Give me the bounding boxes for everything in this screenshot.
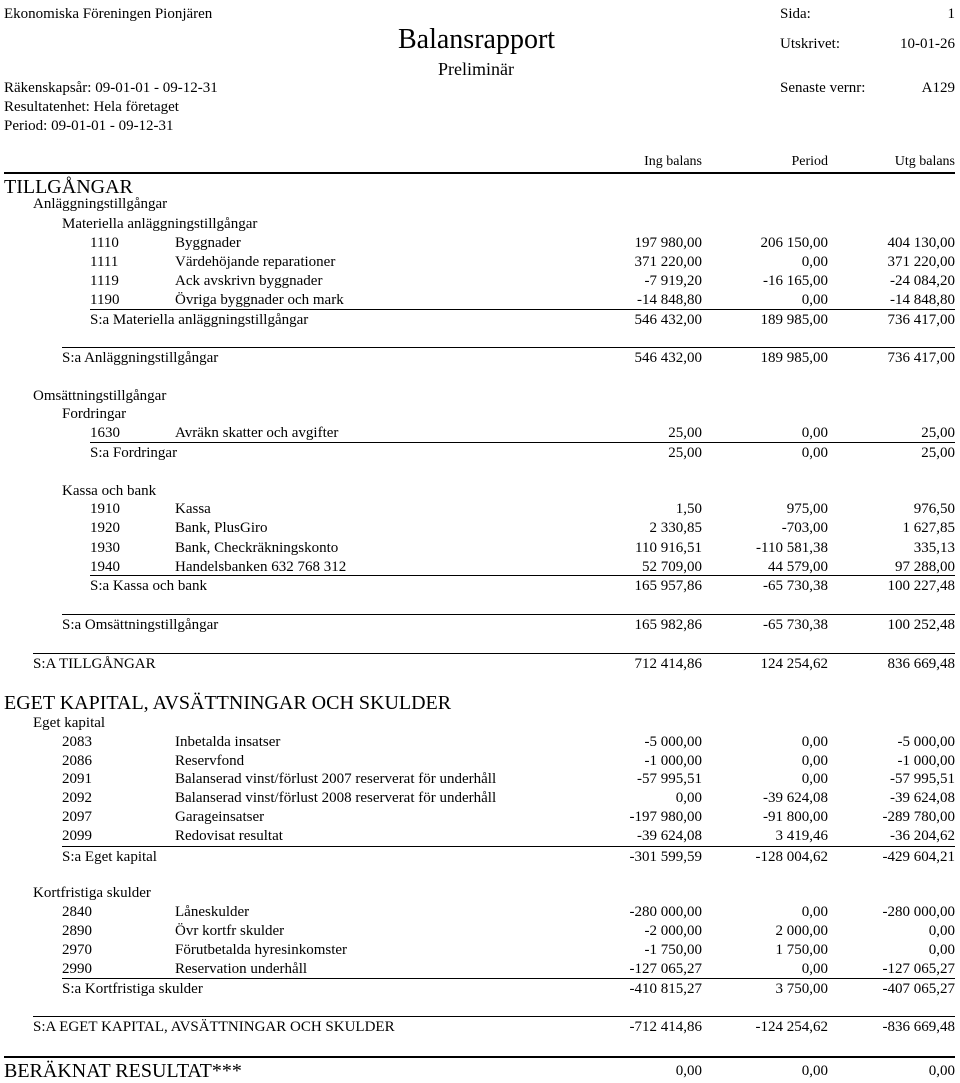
account-number: 2091: [62, 771, 92, 788]
amount-ing-balans: 0,00: [675, 790, 702, 807]
page-label: Sida:: [780, 6, 811, 22]
account-name: Byggnader: [175, 235, 241, 251]
amount-ing-balans: -57 995,51: [637, 771, 702, 788]
section-heading-eget-kapital: EGET KAPITAL, AVSÄTTNINGAR OCH SKULDER: [4, 692, 452, 714]
group-heading-eget-kapital: Eget kapital: [33, 715, 106, 731]
account-name: Garageinsatser: [175, 808, 265, 825]
sum-period-anlaggning: 189 985,00: [760, 350, 828, 366]
sum-ing-eget-kapital: -301 599,59: [629, 849, 702, 865]
report-subtitle: Preliminär: [438, 59, 514, 79]
report-title: Balansrapport: [398, 24, 556, 55]
amount-utg-balans: 0,00: [928, 923, 955, 939]
sum-ing-eget-total: -712 414,86: [629, 1019, 702, 1035]
amount-ing-balans: -197 980,00: [629, 808, 702, 825]
subgroup-heading-fordringar: Fordringar: [62, 406, 127, 422]
amount-ing-balans: 371 220,00: [634, 254, 702, 270]
amount-period: 0,00: [801, 425, 828, 441]
amount-utg-balans: -127 065,27: [882, 961, 955, 977]
sum-period-omsattning: -65 730,38: [763, 617, 828, 633]
sum-rule: [90, 309, 955, 310]
account-name: Inbetalda insatser: [175, 734, 281, 750]
account-number: 2083: [62, 734, 92, 750]
amount-utg-balans: 335,13: [913, 539, 955, 556]
account-number: 2890: [62, 923, 92, 939]
amount-ing-balans: 1,50: [675, 501, 702, 517]
amount-utg-balans: -39 624,08: [890, 790, 955, 807]
calculated-result-ing: 0,00: [675, 1063, 702, 1079]
subgroup-heading-kassa: Kassa och bank: [62, 483, 157, 499]
amount-utg-balans: -36 204,62: [890, 827, 955, 844]
sum-label-omsattning: S:a Omsättningstillgångar: [62, 617, 219, 633]
sum-rule: [33, 1016, 955, 1017]
account-number: 2086: [62, 752, 92, 769]
sum-rule: [90, 442, 955, 443]
group-heading-kortfristiga: Kortfristiga skulder: [33, 885, 151, 901]
org-name: Ekonomiska Föreningen Pionjären: [4, 6, 213, 22]
sum-ing-fordringar: 25,00: [668, 445, 702, 461]
column-header-ing-balans: Ing balans: [644, 154, 702, 169]
subgroup-heading-materiella: Materiella anläggningstillgångar: [62, 216, 258, 232]
amount-period: 0,00: [801, 292, 828, 308]
sum-utg-omsattning: 100 252,48: [887, 617, 955, 633]
sum-label-tillgangar: S:A TILLGÅNGAR: [33, 656, 156, 672]
sum-period-tillgangar: 124 254,62: [760, 656, 828, 672]
account-name: Övr kortfr skulder: [175, 923, 285, 939]
account-name: Bank, Checkräkningskonto: [175, 539, 339, 556]
sum-period-eget-kapital: -128 004,62: [755, 849, 828, 865]
sum-ing-anlaggning: 546 432,00: [634, 350, 702, 366]
sum-utg-materiella: 736 417,00: [887, 312, 955, 328]
header-rule: [4, 172, 955, 174]
sum-rule: [33, 653, 955, 654]
amount-ing-balans: -1 000,00: [644, 752, 702, 769]
amount-period: 1 750,00: [775, 942, 828, 958]
account-name: Redovisat resultat: [175, 827, 283, 844]
sum-utg-kassa: 100 227,48: [887, 578, 955, 594]
account-number: 1190: [90, 292, 120, 308]
sum-rule: [62, 347, 955, 348]
amount-utg-balans: -57 995,51: [890, 771, 955, 788]
sum-rule: [62, 846, 955, 847]
amount-ing-balans: -7 919,20: [644, 273, 702, 289]
group-heading-anlaggning: Anläggningstillgångar: [33, 196, 168, 212]
last-verification-label: Senaste vernr:: [780, 80, 866, 96]
sum-utg-fordringar: 25,00: [921, 445, 955, 461]
amount-ing-balans: 197 980,00: [634, 235, 702, 251]
amount-period: 3 419,46: [775, 827, 828, 844]
amount-ing-balans: -2 000,00: [644, 923, 702, 939]
column-header-period: Period: [791, 154, 828, 169]
amount-ing-balans: 2 330,85: [649, 520, 702, 537]
calculated-result-period: 0,00: [801, 1063, 828, 1079]
amount-period: 2 000,00: [775, 923, 828, 939]
sum-ing-tillgangar: 712 414,86: [634, 656, 702, 672]
sum-rule: [90, 575, 955, 576]
amount-utg-balans: -5 000,00: [897, 734, 955, 750]
account-name: Reservfond: [175, 752, 245, 769]
amount-period: 975,00: [786, 501, 828, 517]
account-number: 1110: [90, 235, 119, 251]
sum-utg-eget-kapital: -429 604,21: [882, 849, 955, 865]
amount-ing-balans: -1 750,00: [644, 942, 702, 958]
amount-period: 0,00: [801, 771, 828, 788]
sum-label-kassa: S:a Kassa och bank: [90, 578, 208, 594]
page-number: 1: [947, 6, 955, 22]
sum-period-kortfristiga: 3 750,00: [775, 981, 828, 997]
sum-ing-omsattning: 165 982,86: [634, 617, 702, 633]
amount-period: 0,00: [801, 904, 828, 920]
last-verification-number: A129: [921, 80, 955, 96]
amount-period: 0,00: [801, 752, 828, 769]
section-heading-tillgangar: TILLGÅNGAR: [4, 176, 133, 198]
sum-label-eget-kapital: S:a Eget kapital: [62, 849, 157, 865]
sum-label-anlaggning: S:a Anläggningstillgångar: [62, 350, 219, 366]
account-number: 1111: [90, 254, 119, 270]
sum-period-materiella: 189 985,00: [760, 312, 828, 328]
account-name: Balanserad vinst/förlust 2008 reserverat för underhåll: [175, 790, 497, 807]
account-number: 1910: [90, 501, 120, 517]
sum-label-eget-total: S:A EGET KAPITAL, AVSÄTTNINGAR OCH SKULDER: [33, 1019, 395, 1035]
account-name: Låneskulder: [175, 904, 250, 920]
account-name: Balanserad vinst/förlust 2007 reserverat för underhåll: [175, 771, 497, 788]
amount-utg-balans: -1 000,00: [897, 752, 955, 769]
account-number: 2990: [62, 961, 92, 977]
amount-utg-balans: 97 288,00: [895, 558, 955, 575]
account-number: 2099: [62, 827, 92, 844]
amount-period: -91 800,00: [763, 808, 828, 825]
amount-utg-balans: 0,00: [928, 942, 955, 958]
account-name: Värdehöjande reparationer: [175, 254, 336, 270]
result-unit: Resultatenhet: Hela företaget: [4, 99, 179, 115]
account-name: Förutbetalda hyresinkomster: [175, 942, 348, 958]
amount-ing-balans: 25,00: [668, 425, 702, 441]
sum-utg-kortfristiga: -407 065,27: [882, 981, 955, 997]
result-rule: [4, 1056, 955, 1058]
sum-utg-eget-total: -836 669,48: [882, 1019, 955, 1035]
sum-period-fordringar: 0,00: [801, 445, 828, 461]
amount-period: -39 624,08: [763, 790, 828, 807]
group-heading-omsattning: Omsättningstillgångar: [33, 388, 167, 404]
amount-utg-balans: 1 627,85: [902, 520, 955, 537]
amount-period: 44 579,00: [768, 558, 828, 575]
account-name: Avräkn skatter och avgifter: [175, 425, 339, 441]
account-name: Ack avskrivn byggnader: [175, 273, 323, 289]
amount-utg-balans: -14 848,80: [890, 292, 955, 308]
amount-utg-balans: 25,00: [921, 425, 955, 441]
amount-utg-balans: -289 780,00: [882, 808, 955, 825]
period: Period: 09-01-01 - 09-12-31: [4, 118, 174, 134]
account-number: 2970: [62, 942, 92, 958]
sum-ing-kortfristiga: -410 815,27: [629, 981, 702, 997]
amount-period: -703,00: [781, 520, 828, 537]
sum-ing-materiella: 546 432,00: [634, 312, 702, 328]
sum-label-fordringar: S:a Fordringar: [90, 445, 178, 461]
amount-period: 0,00: [801, 961, 828, 977]
amount-utg-balans: 976,50: [913, 501, 955, 517]
account-name: Övriga byggnader och mark: [175, 292, 344, 308]
calculated-result-label: BERÄKNAT RESULTAT***: [4, 1060, 242, 1082]
amount-period: -16 165,00: [763, 273, 828, 289]
amount-utg-balans: 404 130,00: [887, 235, 955, 251]
fiscal-year: Räkenskapsår: 09-01-01 - 09-12-31: [4, 80, 218, 96]
sum-ing-kassa: 165 957,86: [634, 578, 702, 594]
sum-rule: [62, 614, 955, 615]
printed-label: Utskrivet:: [780, 36, 840, 52]
amount-ing-balans: -5 000,00: [644, 734, 702, 750]
sum-period-eget-total: -124 254,62: [755, 1019, 828, 1035]
sum-rule: [62, 978, 955, 979]
amount-ing-balans: -127 065,27: [629, 961, 702, 977]
amount-ing-balans: 52 709,00: [642, 558, 702, 575]
calculated-result-utg: 0,00: [928, 1063, 955, 1079]
sum-utg-anlaggning: 736 417,00: [887, 350, 955, 366]
amount-utg-balans: -24 084,20: [890, 273, 955, 289]
account-number: 1630: [90, 425, 120, 441]
account-number: 2840: [62, 904, 92, 920]
amount-period: 206 150,00: [760, 235, 828, 251]
account-number: 1920: [90, 520, 120, 537]
amount-utg-balans: -280 000,00: [882, 904, 955, 920]
account-number: 1940: [90, 558, 120, 575]
account-number: 2092: [62, 790, 92, 807]
account-name: Bank, PlusGiro: [175, 520, 268, 537]
amount-period: -110 581,38: [756, 539, 828, 556]
printed-date: 10-01-26: [900, 36, 955, 52]
amount-ing-balans: -14 848,80: [637, 292, 702, 308]
account-name: Handelsbanken 632 768 312: [175, 558, 347, 575]
amount-period: 0,00: [801, 734, 828, 750]
amount-ing-balans: -280 000,00: [629, 904, 702, 920]
column-header-utg-balans: Utg balans: [894, 154, 955, 169]
account-name: Kassa: [175, 501, 211, 517]
account-name: Reservation underhåll: [175, 961, 308, 977]
sum-label-kortfristiga: S:a Kortfristiga skulder: [62, 981, 203, 997]
account-number: 2097: [62, 808, 92, 825]
sum-period-kassa: -65 730,38: [763, 578, 828, 594]
amount-utg-balans: 371 220,00: [887, 254, 955, 270]
amount-ing-balans: 110 916,51: [635, 539, 702, 556]
sum-utg-tillgangar: 836 669,48: [887, 656, 955, 672]
amount-ing-balans: -39 624,08: [637, 827, 702, 844]
account-number: 1119: [90, 273, 119, 289]
sum-label-materiella: S:a Materiella anläggningstillgångar: [90, 312, 309, 328]
account-number: 1930: [90, 539, 120, 556]
amount-period: 0,00: [801, 254, 828, 270]
